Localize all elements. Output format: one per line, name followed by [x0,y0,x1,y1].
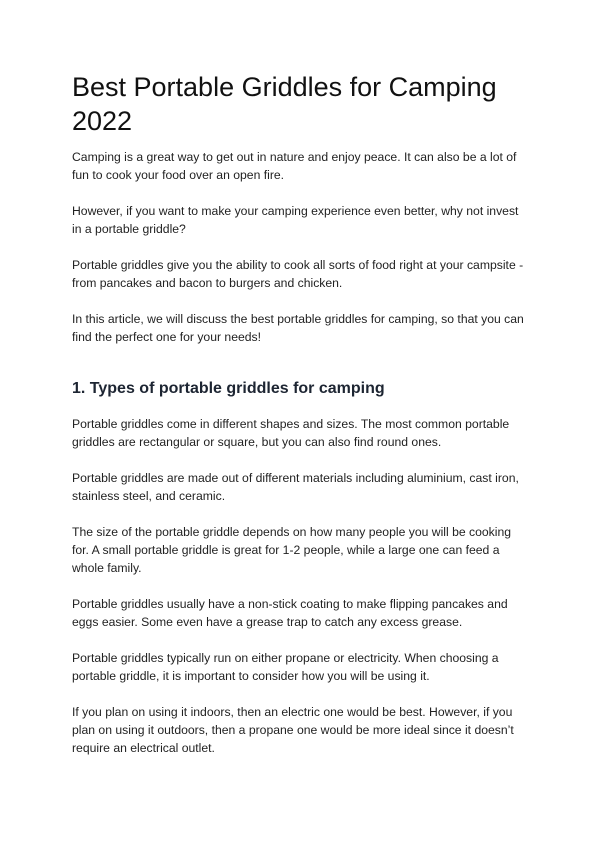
section-paragraph-4: Portable griddles usually have a non-stick coating to make flipping pancakes and eggs easier. Some even have a grease trap to catch any excess grease. [72,597,508,629]
section-paragraph-2: Portable griddles are made out of different materials including aluminium, cast iron, stainless steel, and ceramic. [72,471,519,503]
section-paragraph-3: The size of the portable griddle depends on how many people you will be cooking for. A small portable griddle is great for 1-2 people, while a large one can feed a whole family. [72,525,512,575]
section-paragraph-5: Portable griddles typically run on either propane or electricity. When choosing a portable griddle, it is important to consider how you will be using it. [72,651,499,683]
intro-paragraph-3: Portable griddles give you the ability to cook all sorts of food right at your campsite - from pancakes and bacon to burgers and chicken. [72,258,524,290]
section-paragraph-6: If you plan on using it indoors, then an electric one would be best. However, if you plan on using it outdoors, then a propane one would be more ideal since it doesn’t require an electrical outlet. [72,705,514,755]
document-title: Best Portable Griddles for Camping 2022 [72,72,497,136]
intro-paragraph-1: Camping is a great way to get out in nature and enjoy peace. It can also be a lot of fun to cook your food over an open fire. [72,150,517,182]
document-page [72,70,526,775]
section-paragraph-1: Portable griddles come in different shapes and sizes. The most common portable griddles are rectangular or square, but you can also find round ones. [72,417,510,449]
intro-paragraph-4: In this article, we will discuss the best portable griddles for camping, so that you can find the perfect one for your needs! [72,312,524,344]
intro-paragraph-2: However, if you want to make your camping experience even better, why not invest in a portable griddle? [72,204,519,236]
section-heading: 1. Types of portable griddles for camping [72,380,385,397]
